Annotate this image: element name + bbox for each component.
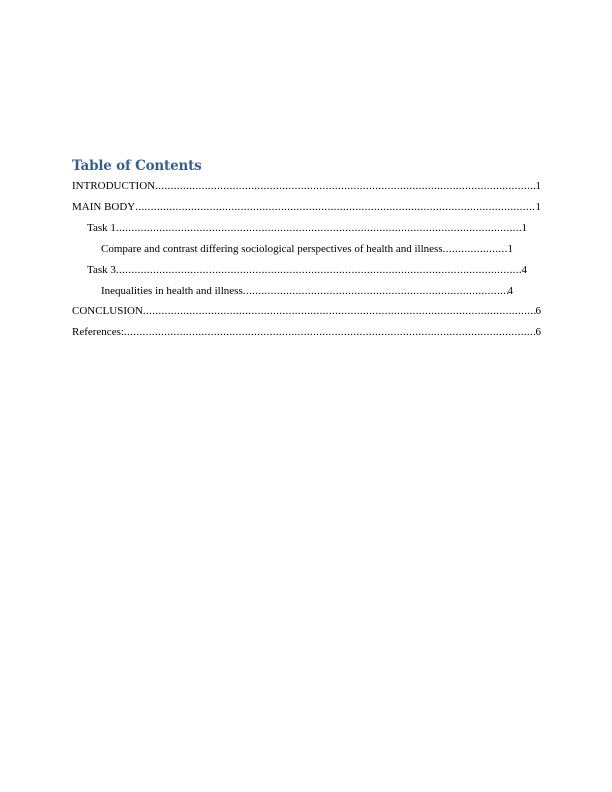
toc-entry-label: CONCLUSION — [72, 305, 143, 317]
toc-entry-references[interactable] — [72, 326, 541, 339]
toc-entry-task-1[interactable] — [87, 222, 527, 235]
toc-dot-leader — [443, 243, 508, 256]
toc-entry-task-3[interactable] — [87, 264, 527, 277]
toc-dot-leader — [116, 264, 522, 277]
toc-dot-leader — [135, 201, 535, 214]
toc-dot-leader — [124, 326, 536, 339]
toc-entry-label: INTRODUCTION — [72, 180, 156, 192]
toc-page-number: 6 — [535, 305, 541, 317]
toc-entry-label: MAIN BODY — [72, 201, 136, 213]
toc-entry-label: References: — [72, 326, 124, 338]
toc-heading: Table of Contents — [72, 158, 202, 174]
toc-entry-label: Task 1 — [87, 222, 116, 234]
toc-dot-leader — [243, 285, 508, 298]
toc-page-number: 1 — [507, 243, 513, 255]
toc-page-number: 1 — [521, 222, 527, 234]
toc-dot-leader — [143, 305, 536, 318]
toc-entry-introduction[interactable] — [72, 180, 541, 193]
toc-entry-main-body[interactable] — [72, 201, 541, 214]
toc-entry-inequalities[interactable] — [101, 285, 513, 298]
toc-entry-label: Task 3 — [87, 264, 116, 276]
toc-page-number: 1 — [535, 180, 541, 192]
toc-page-number: 4 — [521, 264, 527, 276]
toc-page-number: 1 — [535, 201, 541, 213]
toc-dot-leader — [116, 222, 522, 235]
toc-entry-label: Compare and contrast differing sociological perspectives of health and illness — [101, 243, 443, 255]
toc-entry-label: Inequalities in health and illness — [101, 285, 243, 297]
toc-dot-leader — [155, 180, 535, 193]
toc-entry-compare-contrast[interactable] — [101, 243, 513, 256]
toc-page-number: 6 — [535, 326, 541, 338]
toc-page-number: 4 — [507, 285, 513, 297]
toc-entry-conclusion[interactable] — [72, 305, 541, 318]
